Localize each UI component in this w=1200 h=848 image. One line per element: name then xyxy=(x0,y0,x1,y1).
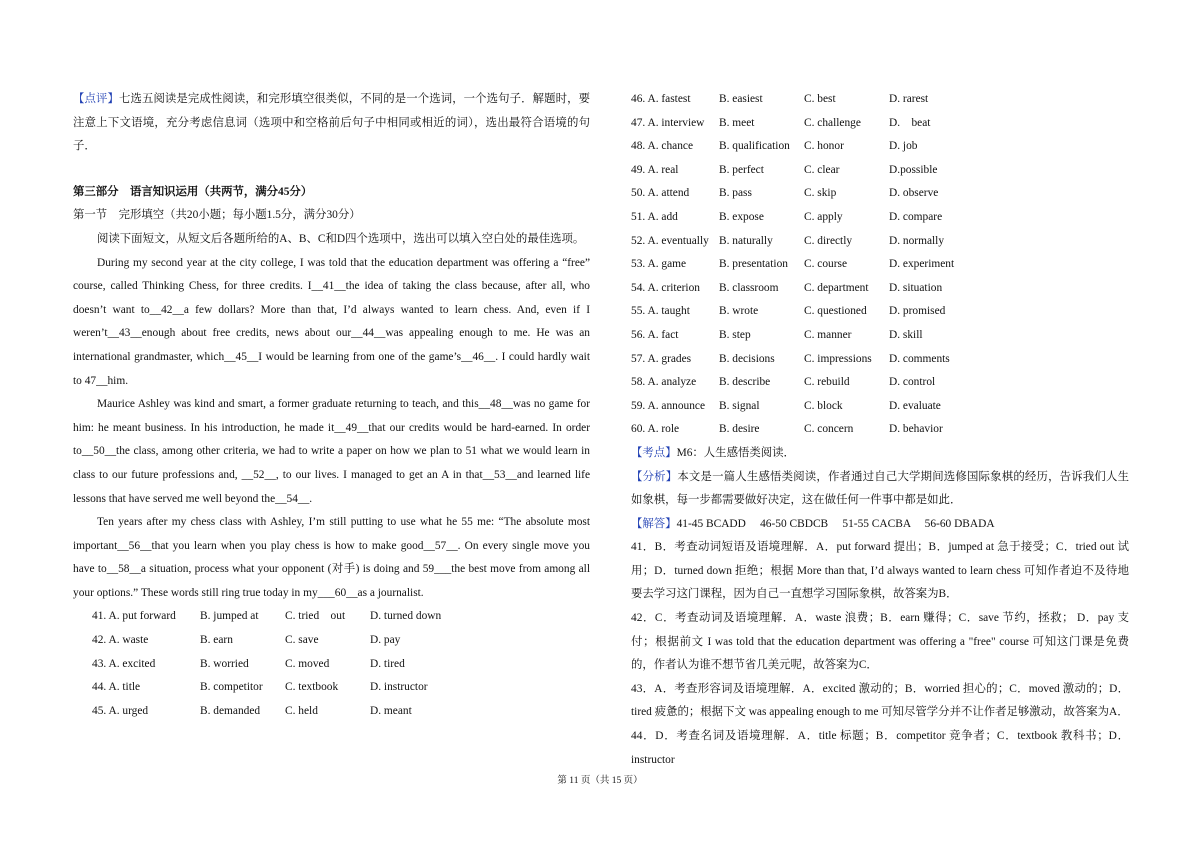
kaodian-paragraph xyxy=(631,442,1129,466)
question-number: 43. xyxy=(92,657,107,670)
option-b: B. desire xyxy=(719,423,760,436)
jieda-tag: 【解答】 xyxy=(631,517,677,530)
option-b: B. classroom xyxy=(719,281,779,294)
option-row xyxy=(631,135,1129,159)
option-row xyxy=(631,371,1129,395)
option-a-text: A. grades xyxy=(647,352,692,365)
option-row xyxy=(631,324,1129,348)
option-b: B. easiest xyxy=(719,93,763,105)
option-a-text: A. fact xyxy=(647,328,679,341)
comment-text: 七选五阅读是完成性阅读，和完形填空很类似，不同的是一个选词，一个选句子．解题时，要注意上下文语境，充分考虑信息词（选项中和空格前后句子中相同或相近的词），选出最符合语境的句子． xyxy=(73,93,590,153)
explanation-43: 43．A．考查形容词及语境理解．A．excited 激动的；B．worried 担心的；C．moved 激动的；D．tired 疲惫的；根据下文 was appealing enough to me 可知尽管学分并不让作者足够激动，故答案为A． xyxy=(631,682,1129,719)
option-a xyxy=(92,700,200,724)
option-row xyxy=(631,182,1129,206)
option-row xyxy=(631,277,1129,301)
option-d: D. instructor xyxy=(370,681,428,694)
question-number: 45. xyxy=(92,704,107,717)
option-c: C. questioned xyxy=(804,305,867,318)
right-options-list xyxy=(631,88,1129,442)
question-number: 44. xyxy=(92,681,107,694)
option-a-text: A. chance xyxy=(647,140,694,153)
option-a xyxy=(631,182,719,206)
question-number: 57. xyxy=(631,352,646,365)
option-b: B. competitor xyxy=(200,681,263,694)
question-number: 42. xyxy=(92,634,107,647)
spacer xyxy=(73,159,590,181)
option-row xyxy=(631,395,1129,419)
jieda-text: 41-45 BCADD 46-50 CBDCB 51-55 CACBA 56-60 DBADA xyxy=(676,517,995,530)
option-c: C. skip xyxy=(804,187,837,200)
option-a xyxy=(631,253,719,277)
question-number: 52. xyxy=(631,234,646,247)
option-a xyxy=(631,418,719,442)
option-a-text: A. excited xyxy=(108,657,156,670)
option-b: B. meet xyxy=(719,116,755,129)
part-title: 第三部分 语言知识运用（共两节，满分45分） xyxy=(73,185,313,198)
question-number: 46. xyxy=(631,93,646,105)
option-row xyxy=(73,605,590,629)
option-d: D.possible xyxy=(889,163,938,176)
option-b: B. perfect xyxy=(719,163,764,176)
option-d: D. beat xyxy=(889,116,931,129)
option-row xyxy=(631,348,1129,372)
section-title: 第一节 完形填空（共20小题；每小题1.5分，满分30分） xyxy=(73,209,361,222)
option-b: B. presentation xyxy=(719,258,788,271)
option-b: B. signal xyxy=(719,399,760,412)
option-row xyxy=(631,253,1129,277)
option-c: C. best xyxy=(804,93,836,105)
option-row xyxy=(73,700,590,724)
question-number: 60. xyxy=(631,423,646,436)
option-d: D. comments xyxy=(889,352,950,365)
page-footer: 第 11 页（共 15 页） xyxy=(557,776,643,786)
option-a-text: A. interview xyxy=(647,116,705,129)
option-d: D. observe xyxy=(889,187,939,200)
option-b: B. demanded xyxy=(200,704,261,717)
option-b: B. naturally xyxy=(719,234,773,247)
option-a xyxy=(631,324,719,348)
option-a xyxy=(631,277,719,301)
question-number: 47. xyxy=(631,116,646,129)
passage-paragraph-2: Maurice Ashley was kind and smart, a former graduate returning to teach, and this__48__was no game for him: he meant business. In his introduction, he made it__49__that our credits would be hard-earned. In order to__50__the class, among other criteria, we had to write a paper on how we plan to 51 what we would learn in class to our future professions and, __52__, to our lives. I managed to get an A in that__53__and learned life lessons that have served me well beyond the__54__. xyxy=(73,398,590,505)
option-a xyxy=(631,395,719,419)
explanation-42: 42．C．考查动词及语境理解．A．waste 浪费；B．earn 赚得；C．save 节约，拯救； D．pay 支付；根据前文 I was told that the education department was offering a "free" course 可知这门课是免费的，作者认为谁不想节省几美元呢，故答案为C． xyxy=(631,612,1129,672)
option-d: D. normally xyxy=(889,234,945,247)
option-d: D. tired xyxy=(370,657,405,670)
option-d: D. skill xyxy=(889,328,923,341)
instruction: 阅读下面短文，从短文后各题所给的A、B、C和D四个选项中，选出可以填入空白处的最佳选项。 xyxy=(97,232,585,245)
option-a xyxy=(631,159,719,183)
option-c: C. manner xyxy=(804,328,852,341)
option-a-text: A. criterion xyxy=(647,281,700,294)
fenxi-text: 本文是一篇人生感悟类阅读，作者通过自己大学期间选修国际象棋的经历，告诉我们人生如象棋，每一步都需要做好决定，这在做任何一件事中都是如此． xyxy=(631,470,1129,507)
option-c: C. honor xyxy=(804,140,844,153)
question-number: 53. xyxy=(631,258,646,271)
option-row xyxy=(73,676,590,700)
option-a xyxy=(631,348,719,372)
option-d: D. promised xyxy=(889,305,946,318)
option-a xyxy=(631,300,719,324)
option-a xyxy=(631,230,719,254)
option-b: B. worried xyxy=(200,657,249,670)
option-c: C. course xyxy=(804,258,848,271)
option-b: B. wrote xyxy=(719,305,759,318)
right-column xyxy=(631,88,1129,772)
option-b: B. qualification xyxy=(719,140,790,153)
option-b: B. decisions xyxy=(719,352,775,365)
option-c: C. moved xyxy=(285,657,330,670)
explanation-41: 41．B．考查动词短语及语境理解．A．put forward 提出；B．jumped at 急于接受；C．tried out 试用；D．turned down 拒绝；根据 More than that, I’d always wanted to learn chess 可知作者迫不及待地要去学习这门课程，因为自己一直想学习国际象棋，故答案为B． xyxy=(631,541,1129,601)
option-a-text: A. fastest xyxy=(647,93,691,105)
option-a-text: A. title xyxy=(108,681,141,694)
question-number: 58. xyxy=(631,376,646,389)
option-d: D. rarest xyxy=(889,93,929,105)
option-c: C. department xyxy=(804,281,869,294)
fenxi-paragraph xyxy=(631,466,1129,513)
fenxi-tag: 【分析】 xyxy=(631,470,678,483)
option-b: B. step xyxy=(719,328,751,341)
option-d: D. control xyxy=(889,376,936,389)
option-a xyxy=(92,653,200,677)
option-c: C. rebuild xyxy=(804,376,850,389)
option-a-text: A. waste xyxy=(108,634,149,647)
option-row xyxy=(631,112,1129,136)
option-c: C. challenge xyxy=(804,116,861,129)
option-a-text: A. analyze xyxy=(647,376,697,389)
comment-paragraph xyxy=(73,88,590,159)
comment-tag: 【点评】 xyxy=(73,93,119,105)
passage-paragraph-3: Ten years after my chess class with Ashley, I’m still putting to use what he 55 me: “The absolute most important__56__that you learn when you play chess is how to make good__57__. On every single move you have to__58__a situation, process what your opponent (对手) is doing and 59___the best move from among all your options.” These words still ring true today in my___60__as a journalist. xyxy=(73,516,590,599)
option-row xyxy=(73,653,590,677)
option-c: C. block xyxy=(804,399,843,412)
option-d: D. meant xyxy=(370,704,412,717)
option-a-text: A. put forward xyxy=(108,610,176,623)
option-a xyxy=(92,676,200,700)
question-number: 41. xyxy=(92,610,107,623)
option-a xyxy=(92,629,200,653)
option-a-text: A. role xyxy=(647,423,680,436)
option-a xyxy=(631,206,719,230)
option-row xyxy=(631,88,1129,112)
option-a xyxy=(631,112,719,136)
option-a xyxy=(631,88,719,112)
option-a-text: A. game xyxy=(647,258,687,271)
option-a-text: A. eventually xyxy=(647,234,709,247)
option-row xyxy=(631,206,1129,230)
option-d: D. turned down xyxy=(370,610,442,623)
explanation-44: 44．D．考查名词及语境理解．A．title 标题；B．competitor 竞争者；C．textbook 教科书；D．instructor xyxy=(631,730,1129,766)
option-b: B. pass xyxy=(719,187,752,200)
option-b: B. describe xyxy=(719,376,771,389)
option-a-text: A. urged xyxy=(108,704,149,717)
question-number: 49. xyxy=(631,163,646,176)
question-number: 55. xyxy=(631,305,646,318)
option-d: D. evaluate xyxy=(889,399,941,412)
option-c: C. held xyxy=(285,704,318,717)
option-a-text: A. announce xyxy=(647,399,706,412)
option-b: B. expose xyxy=(719,210,764,223)
option-d: D. compare xyxy=(889,210,943,223)
option-d: D. pay xyxy=(370,634,401,647)
question-number: 48. xyxy=(631,140,646,153)
question-number: 56. xyxy=(631,328,646,341)
option-row xyxy=(631,418,1129,442)
kaodian-tag: 【考点】 xyxy=(631,446,677,459)
option-row xyxy=(73,629,590,653)
question-number: 51. xyxy=(631,210,646,223)
question-number: 50. xyxy=(631,187,646,200)
option-a-text: A. real xyxy=(647,163,679,176)
option-c: C. apply xyxy=(804,210,843,223)
option-a-text: A. add xyxy=(647,210,678,223)
option-a-text: A. taught xyxy=(647,305,690,318)
left-column xyxy=(73,88,590,723)
jieda-paragraph xyxy=(631,513,1129,537)
option-b: B. jumped at xyxy=(200,610,259,623)
option-c: C. textbook xyxy=(285,681,339,694)
option-c: C. clear xyxy=(804,163,840,176)
option-d: D. situation xyxy=(889,281,943,294)
option-c: C. directly xyxy=(804,234,853,247)
option-row xyxy=(631,159,1129,183)
question-number: 54. xyxy=(631,281,646,294)
option-a xyxy=(92,605,200,629)
option-d: D. job xyxy=(889,140,918,153)
option-c: C. save xyxy=(285,634,319,647)
option-a xyxy=(631,135,719,159)
option-c: C. concern xyxy=(804,423,854,436)
option-c: C. impressions xyxy=(804,352,872,365)
option-d: D. behavior xyxy=(889,423,943,436)
option-a xyxy=(631,371,719,395)
option-c: C. tried out xyxy=(285,610,346,623)
option-row xyxy=(631,230,1129,254)
kaodian-text: M6：人生感悟类阅读． xyxy=(676,446,795,459)
passage-paragraph-1: During my second year at the city college, I was told that the education department was offering a “free” course, called Thinking Chess, for three credits. I__41__the idea of taking the class because, after all, who doesn’t want to__42__a few dollars? More than that, I’d always wanted to learn chess. And, even if I weren’t__43__enough about free credits, news about our__44__was appealing enough to me. He was an international grandmaster, which__45__I would be learning from one of the game’s__46__. I could hardly wait to 47__him. xyxy=(73,256,590,387)
option-d: D. experiment xyxy=(889,258,955,271)
question-number: 59. xyxy=(631,399,646,412)
option-b: B. earn xyxy=(200,634,233,647)
left-options-list xyxy=(73,605,590,723)
option-row xyxy=(631,300,1129,324)
option-a-text: A. attend xyxy=(647,187,690,200)
